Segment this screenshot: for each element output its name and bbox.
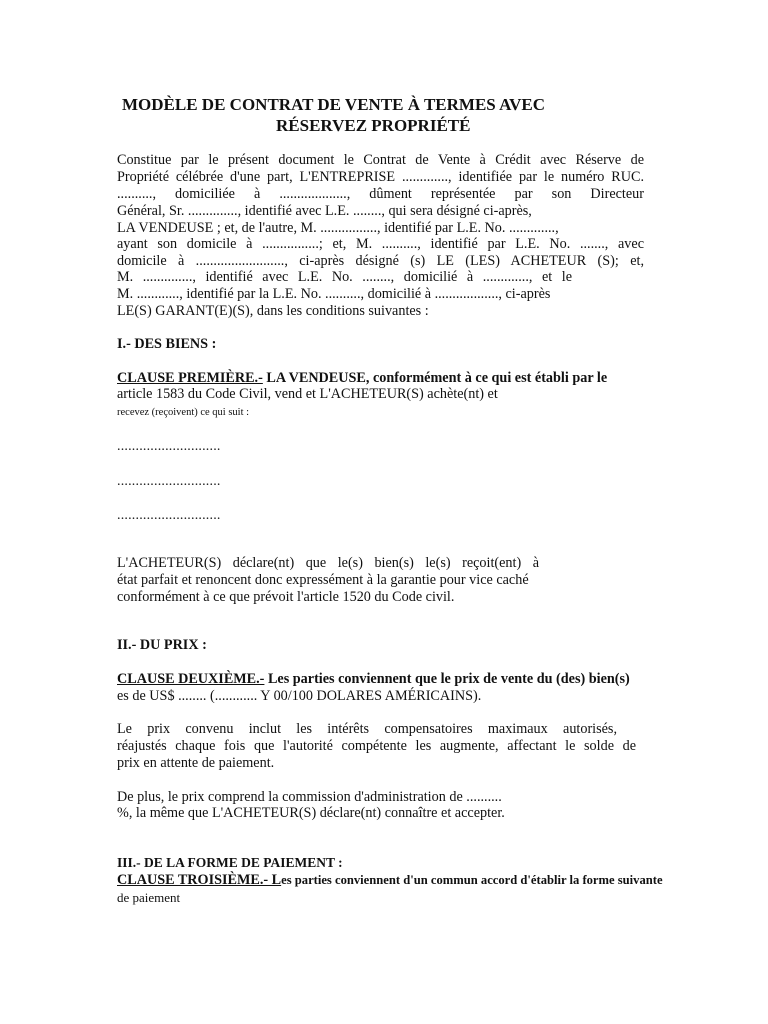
commission-line: De plus, le prix comprend la commission d'administration de .......... [117,789,502,805]
price-interest-line: Le prix convenu inclut les intérêts compensatoires maximaux autorisés, [117,721,617,737]
intro-line: .........., domiciliée à ..................., dûment représentée par son Directeur [117,186,644,202]
document-title-line-1: MODÈLE DE CONTRAT DE VENTE À TERMES AVEC [122,95,546,114]
blank-line: ............................ [117,439,221,454]
clause-second-text: Les parties conviennent que le prix de vente du (des) bien(s) [264,671,630,687]
section-heading-prix: II.- DU PRIX : [117,637,207,653]
clause-third-label: CLAUSE TROISIÈME.- L [117,872,282,888]
warranty-line: état parfait et renoncent donc expressément à la garantie pour vice caché [117,572,529,588]
blank-line: ............................ [117,474,221,489]
clause-first [117,370,644,387]
price-interest-line: prix en attente de paiement. [117,755,275,771]
price-interest-line: réajustés chaque fois que l'autorité compétente les augmente, affectant le solde de [117,738,636,754]
intro-line: Général, Sr. .............., identifié avec L.E. ........, qui sera désigné ci-après, [117,203,532,219]
intro-line: M. .............., identifié avec L.E. No. ........, domicilié à ............., et le [117,269,572,285]
warranty-line: L'ACHETEUR(S) déclare(nt) que le(s) bien(s) le(s) reçoit(ent) à [117,555,539,571]
commission-line: %, la même que L'ACHETEUR(S) déclare(nt) connaître et accepter. [117,805,505,821]
intro-line: M. ............, identifié par la L.E. No. .........., domicilié à .................., ci-après [117,286,551,302]
document-title-line-2: RÉSERVEZ PROPRIÉTÉ [276,116,471,135]
clause-first-label: CLAUSE PREMIÈRE.- [117,370,263,386]
intro-line: LE(S) GARANT(E)(S), dans les conditions suivantes : [117,303,429,319]
intro-line: Constitue par le présent document le Contrat de Vente à Crédit avec Réserve de [117,152,644,168]
price-line: es de US$ ........ (............ Y 00/100 DOLARES AMÉRICAINS). [117,688,482,704]
clause-first-text: LA VENDEUSE, conformément à ce qui est établi par le [262,370,608,386]
section-heading-paiement: III.- DE LA FORME DE PAIEMENT : [117,855,343,870]
intro-line: ayant son domicile à ................; et, M. .........., identifié par L.E. No. ......., avec [117,236,644,252]
clause-second [117,671,644,688]
section-heading-biens: I.- DES BIENS : [117,336,217,352]
blank-line: ............................ [117,508,221,523]
clause-second-label: CLAUSE DEUXIÈME.- [117,671,265,687]
intro-line: domicile à ........................., ci-après désigné (s) LE (LES) ACHETEUR (S); et, [117,253,644,269]
clause-first-line: article 1583 du Code Civil, vend et L'ACHETEUR(S) achète(nt) et [117,386,498,402]
clause-first-line-small: recevez (reçoivent) ce qui suit : [117,407,250,418]
clause-third-line: de paiement [117,890,181,905]
intro-line: LA VENDEUSE ; et, de l'autre, M. ................, identifié par L.E. No. ............., [117,220,559,236]
clause-third [117,872,687,889]
warranty-line: conformément à ce que prévoit l'article 1520 du Code civil. [117,589,455,605]
clause-third-text: es parties conviennent d'un commun accord d'établir la forme suivante [281,873,663,887]
intro-line: Propriété célébrée d'une part, L'ENTREPRISE ............., identifiée par le numéro RUC. [117,169,644,185]
